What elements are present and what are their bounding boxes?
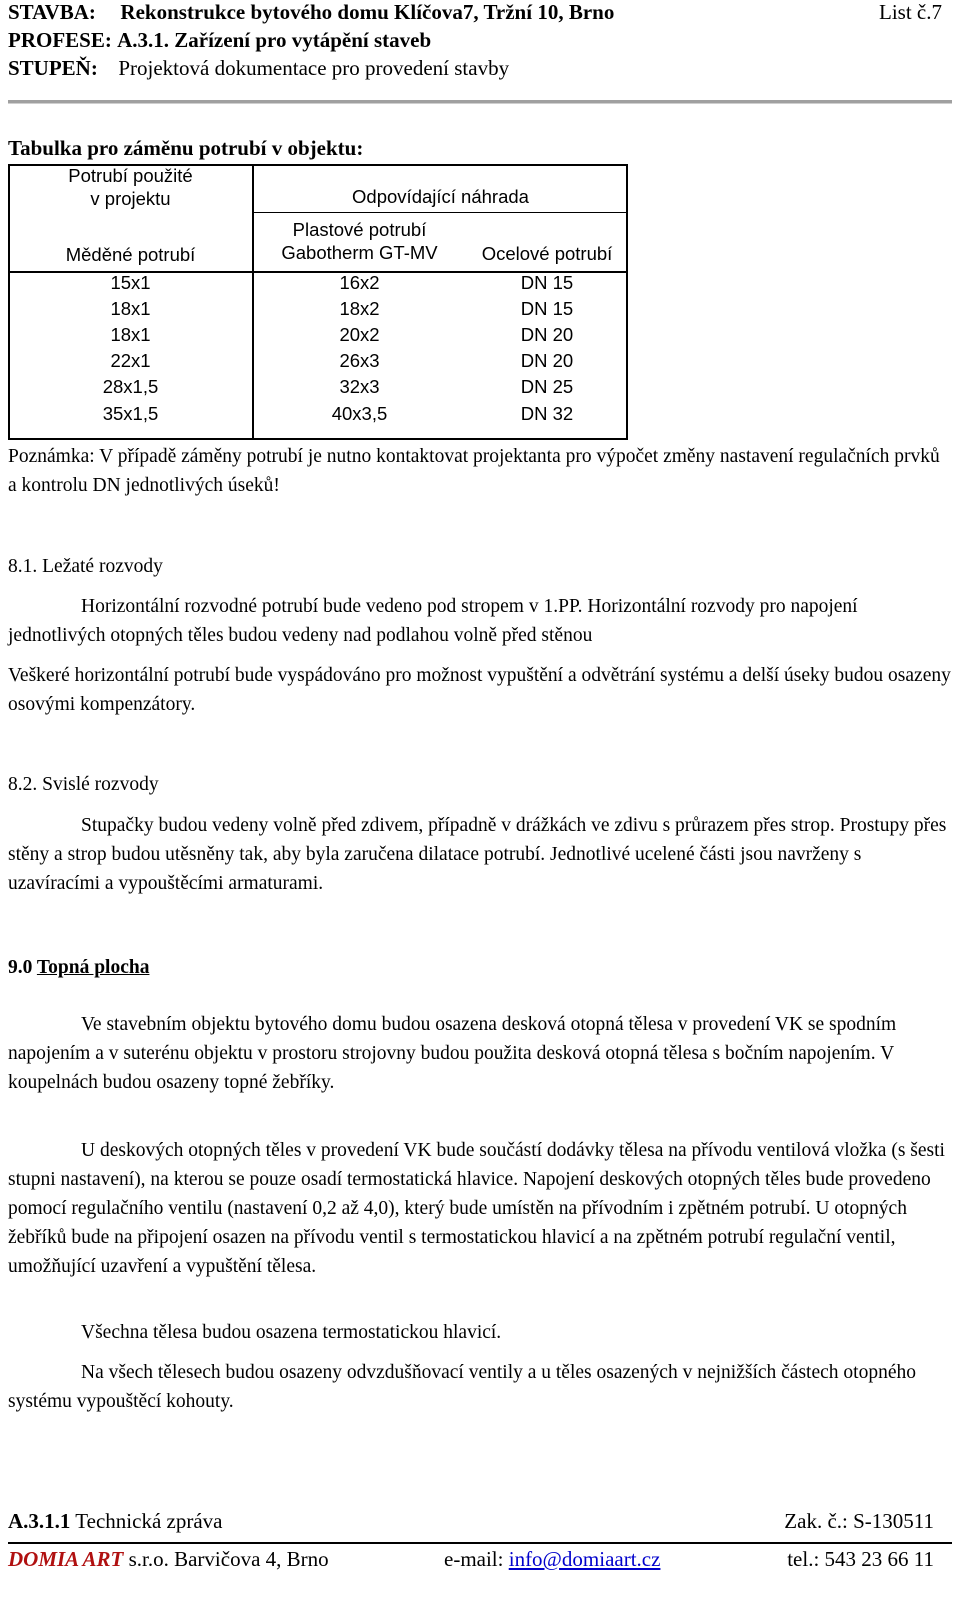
section-8-1-heading: 8.1. Ležaté rozvody [8,556,163,577]
cell-copper: 15x1 [110,272,151,293]
section-9-paragraph-4: Na všech tělesech budou osazeny odvzdušňovací ventily a u těles osazených v nejnižších částech otopného systému vypouštěcí kohouty. [8,1362,916,1412]
footer-doc-id: A.3.1.1 [8,1509,71,1533]
footer-zak: Zak. č.: S-130511 [784,1509,934,1533]
table-note: Poznámka: V případě záměny potrubí je nutno kontaktovat projektanta pro výpočet změny nastavení regulačních prvků a kontrolu DN jednotlivých úseků! [8,446,940,496]
footer-company [8,1546,329,1572]
cell-copper: 18x1 [110,324,151,345]
profese-label: PROFESE: [8,28,112,52]
section-8-1-paragraph-2: Veškeré horizontální potrubí bude vyspádováno pro možnost vypuštění a odvětrání systému a delší úseky budou osazeny osovými kompenzátory. [8,665,951,715]
table-row [8,347,628,374]
pipe-substitution-table [8,164,628,440]
footer-rule [8,1542,952,1544]
section-9-paragraph-1: Ve stavebním objektu bytového domu budou osazena desková otopná tělesa v provedení VK se spodním napojením a v suterénu objektu v prostoru strojovny budou použita desková otopná tělesa s bočním napojením. V koupelnách budou osazeny topné žebříky. [8,1014,897,1093]
cell-copper: 22x1 [110,350,151,371]
cell-steel: DN 25 [520,376,574,397]
cell-steel: DN 20 [520,324,574,345]
footer-email-label: e-mail: [444,1547,504,1571]
header-stupen [8,56,509,80]
table-row [8,373,628,400]
col3-header: Ocelové potrubí [481,243,613,264]
footer-company-address: s.r.o. Barvičova 4, Brno [128,1547,329,1571]
col1-header-bottom: Měděné potrubí [65,244,196,265]
section-8-1-paragraph-1: Horizontální rozvodné potrubí bude vedeno pod stropem v 1.PP. Horizontální rozvody pro napojení jednotlivých otopných těles budou vedeny nad podlahou volně před stěnou [8,596,858,646]
table-row [8,295,628,322]
table-row [8,269,628,296]
section-9-paragraph-2: U deskových otopných těles v provedení VK bude součástí dodávky tělesa na přívodu ventilová vložka (s šesti stupni nastavení), na kterou se pouze osadí termostatická hlavice. Napojení deskových otopných těles bude provedeno pomocí regulačního ventilu (nastavení 0,2 až 4,0), který bude umístěn na přívodním i zpětném potrubí. U otopných žebříků bude na připojení osazen na přívodu ventil s termostatickou hlavicí a na zpětném potrubí regulační ventil, umožňující uzavření a vypuštění tělesa. [8,1140,945,1277]
profese-value: A.3.1. Zařízení pro vytápění staveb [117,28,432,52]
header-profese [8,28,431,52]
cell-copper: 28x1,5 [102,376,159,397]
footer-email-link[interactable]: info@domiaart.cz [508,1547,661,1571]
cell-plastic: 40x3,5 [331,403,388,424]
col2-header-bottom: Gabotherm GT-MV [281,242,438,263]
section-8-2-paragraph-1: Stupačky budou vedeny volně před zdivem, případně v drážkách ve zdivu s průrazem přes strop. Prostupy přes stěny a strop budou utěsněny tak, aby byla zaručena dilatace potrubí. Jednotlivé ucelené části jsou navrženy s uzavíracími a vypouštěcími armaturami. [8,815,947,894]
section-9-number: 9.0 [8,957,33,978]
col1-header-top: Potrubí použité [68,165,193,186]
table-row [8,400,628,427]
cell-plastic: 32x3 [339,376,380,397]
header-rule [8,100,952,104]
footer-email [444,1546,660,1572]
table-border-bottom [8,438,628,440]
group-header: Odpovídající náhrada [352,186,529,207]
col1-header-mid: v projektu [90,188,171,209]
stupen-label: STUPEŇ: [8,56,98,80]
cell-steel: DN 15 [520,298,574,319]
table-row [8,321,628,348]
cell-copper: 18x1 [110,298,151,319]
section-9-heading [8,953,149,982]
footer-brand: DOMIA ART [8,1547,124,1571]
cell-steel: DN 20 [520,350,574,371]
section-8-2-heading: 8.2. Svislé rozvody [8,774,159,795]
footer-doc [8,1508,222,1534]
cell-plastic: 16x2 [339,272,380,293]
cell-steel: DN 32 [520,403,574,424]
stupen-value: Projektová dokumentace pro provedení stavby [118,56,510,80]
table-divider-group [253,212,628,213]
stavba-value: Rekonstrukce bytového domu Klíčova7, Tržní 10, Brno [120,0,615,24]
cell-plastic: 18x2 [339,298,380,319]
cell-plastic: 26x3 [339,350,380,371]
cell-copper: 35x1,5 [102,403,159,424]
table-title: Tabulka pro záměnu potrubí v objektu: [8,136,364,160]
header-stavba [8,0,614,24]
cell-plastic: 20x2 [339,324,380,345]
footer-doc-name: Technická zpráva [75,1509,223,1533]
section-9-paragraph-3: Všechna tělesa budou osazena termostatickou hlavicí. [81,1322,502,1343]
stavba-label: STAVBA: [8,0,96,24]
section-9-title: Topná plocha [36,957,150,978]
sheet-number: List č.7 [879,0,942,24]
col2-header-top: Plastové potrubí [292,219,427,240]
footer-tel: tel.: 543 23 66 11 [787,1547,934,1571]
cell-steel: DN 15 [520,272,574,293]
